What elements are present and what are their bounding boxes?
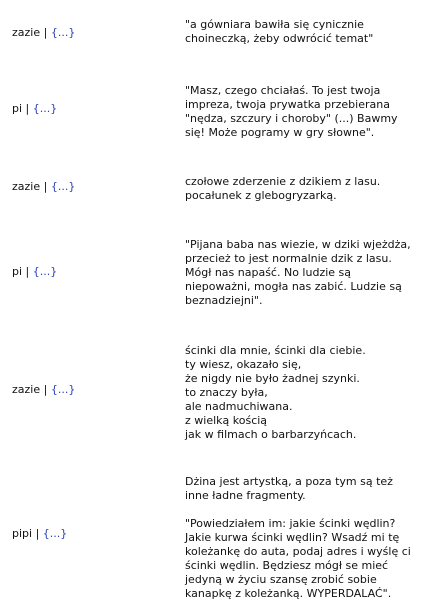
separator: |	[43, 180, 48, 193]
author-name: zazie	[12, 180, 41, 193]
separator: |	[43, 26, 48, 39]
comment-meta	[12, 383, 75, 397]
comment-meta	[12, 26, 75, 40]
separator: |	[35, 527, 40, 540]
separator: |	[43, 383, 48, 396]
comment-link[interactable]: {...}	[32, 102, 58, 115]
author-name: pi	[12, 102, 23, 115]
comment-meta	[12, 102, 57, 116]
comment-meta	[12, 527, 67, 541]
author-name: zazie	[12, 383, 41, 396]
comment-link[interactable]: {...}	[42, 527, 68, 540]
separator: |	[25, 265, 30, 278]
separator: |	[25, 102, 30, 115]
comment-link[interactable]: {...}	[50, 180, 76, 193]
comment-text: czołowe zderzenie z dzikiem z lasu. pocałunek z glebogryzarką.	[185, 175, 381, 202]
comment-text: "a gówniara bawiła się cynicznie choineczką, żeby odwrócić temat"	[185, 18, 374, 45]
comment-text: "Masz, czego chciałaś. To jest twoja impreza, twoja prywatka przebierana "nędza, szczury i choroby" (...) Bawmy się! Może pogramy w gry słowne".	[185, 84, 398, 139]
comment-text: "Pijana baba nas wiezie, w dziki wjeżdża, przecież to jest normalnie dzik z lasu. Mógł nas napaść. No ludzie są niepoważni, mogła nas zabić. Ludzie są beznadziejni".	[185, 238, 411, 307]
comment-text: Dżina jest artystką, a poza tym są też inne ładne fragmenty. "Powiedziałem im: jakie ścinki wędlin? Jakie kurwa ścinki wędlin? Wsadź mi tę koleżankę do auta, podaj adres i wyślę ci ścinki wędlin. Będziesz mógł se mieć jedyną w życiu szansę zrobić sobie kanapkę z koleżanką. WYPERDALAĆ".	[185, 475, 411, 600]
comment-link[interactable]: {...}	[32, 265, 58, 278]
comment-meta	[12, 265, 57, 279]
author-name: pi	[12, 265, 23, 278]
author-name: zazie	[12, 26, 41, 39]
comment-link[interactable]: {...}	[50, 383, 76, 396]
author-name: pipi	[12, 527, 33, 540]
comment-link[interactable]: {...}	[50, 26, 76, 39]
comment-meta	[12, 180, 75, 194]
comment-text: ścinki dla mnie, ścinki dla ciebie. ty wiesz, okazało się, że nigdy nie było żadnej szynki. to znaczy była, ale nadmuchiwana. z wielką kością jak w filmach o barbarzyńcach.	[185, 344, 366, 441]
